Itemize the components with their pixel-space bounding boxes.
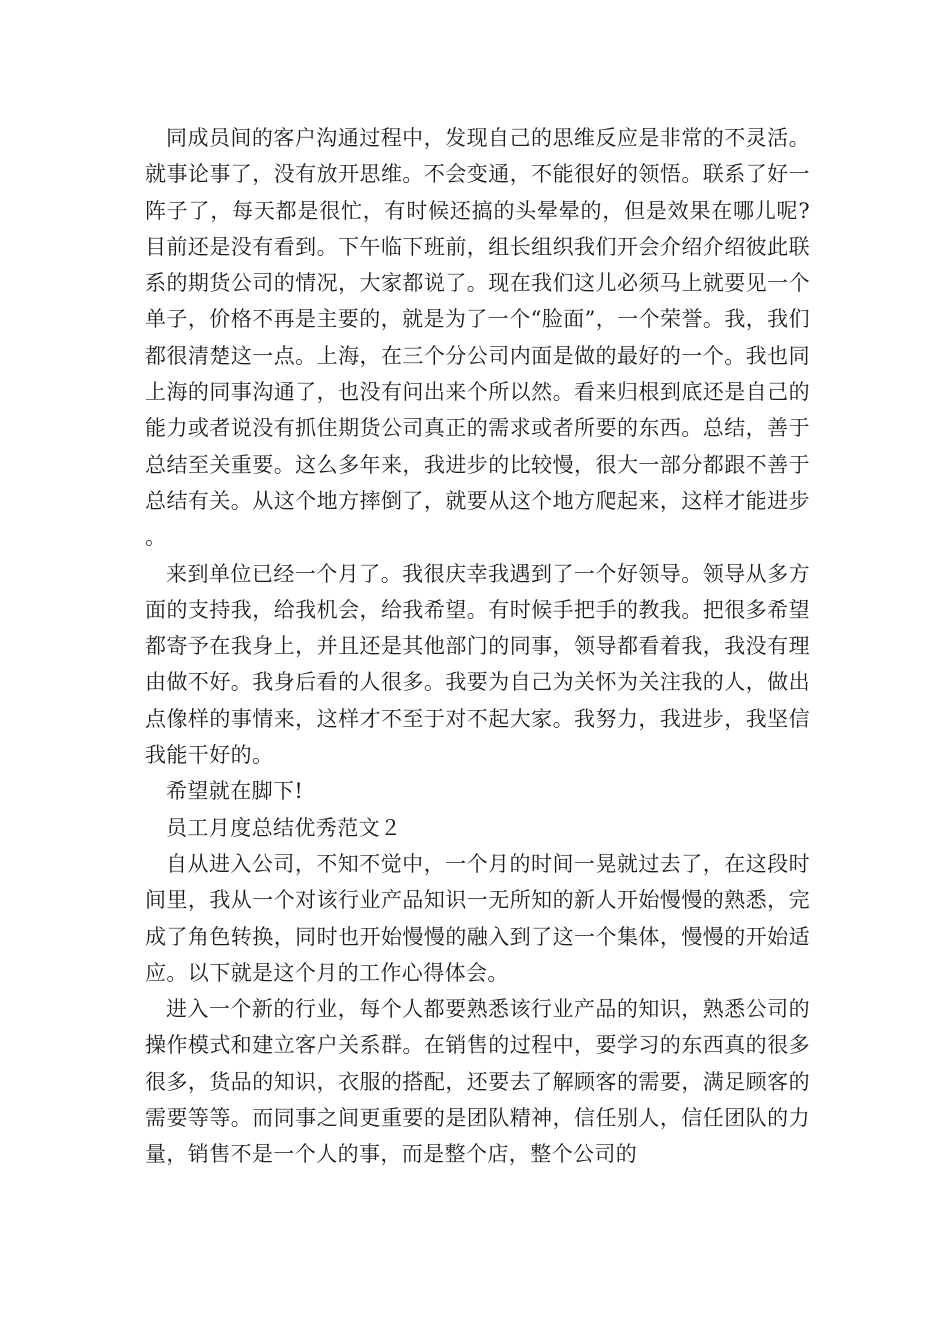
section-heading-sample-2: 员工月度总结优秀范文２	[166, 815, 402, 840]
paragraph-communication-reflection: 同成员间的客户沟通过程中，发现自己的思维反应是非常的不灵活。就事论事了，没有放开思维。不会变通，不能很好的领悟。联系了好一阵子了，每天都是很忙，有时候还搞的头晕晕的，但是效果在哪儿呢?目前还是没有看到。下午临下班前，组长组织我们开会介绍介绍彼此联系的期货公司的情况，大家都说了。现在我们这儿必须马上就要见一个单子，价格不再是主要的，就是为了一个“脸面”，一个荣誉。我，我们都很清楚这一点。上海，在三个分公司内面是做的最好的一个。我也同上海的同事沟通了，也没有问出来个所以然。看来归根到底还是自己的能力或者说没有抓住期货公司真正的需求或者所要的东西。总结，善于总结至关重要。这么多年来，我进步的比较慢，很大一部分都跟不善于总结有关。从这个地方摔倒了，就要从这个地方爬起来，这样才能进步。	[145, 126, 810, 550]
paragraph-new-industry: 进入一个新的行业，每个人都要熟悉该行业产品的知识，熟悉公司的操作模式和建立客户关系群。在销售的过程中，要学习的东西真的很多很多，货品的知识，衣服的搭配，还要去了解顾客的需要，满足顾客的需要等等。而同事之间更重要的是团队精神，信任别人，信任团队的力量，销售不是一个人的事，而是整个店，整个公司的	[145, 997, 810, 1167]
paragraph-one-month-at-unit: 来到单位已经一个月了。我很庆幸我遇到了一个好领导。领导从多方面的支持我，给我机会，给我希望。有时候手把手的教我。把很多希望都寄予在我身上，并且还是其他部门的同事，领导都看着我，我没有理由做不好。我身后看的人很多。我要为自己为关怀为关注我的人，做出点像样的事情来，这样才不至于对不起大家。我努力，我进步，我坚信我能干好的。	[145, 561, 810, 768]
paragraph-hope-underfoot: 希望就在脚下!	[166, 779, 304, 804]
document-body	[145, 120, 810, 1173]
paragraph-since-joining-company: 自从进入公司，不知不觉中，一个月的时间一晃就过去了，在这段时间里，我从一个对该行业产品知识一无所知的新人开始慢慢的熟悉，完成了角色转换，同时也开始慢慢的融入到了这一个集体，慢慢的开始适应。以下就是这个月的工作心得体会。	[145, 851, 810, 985]
